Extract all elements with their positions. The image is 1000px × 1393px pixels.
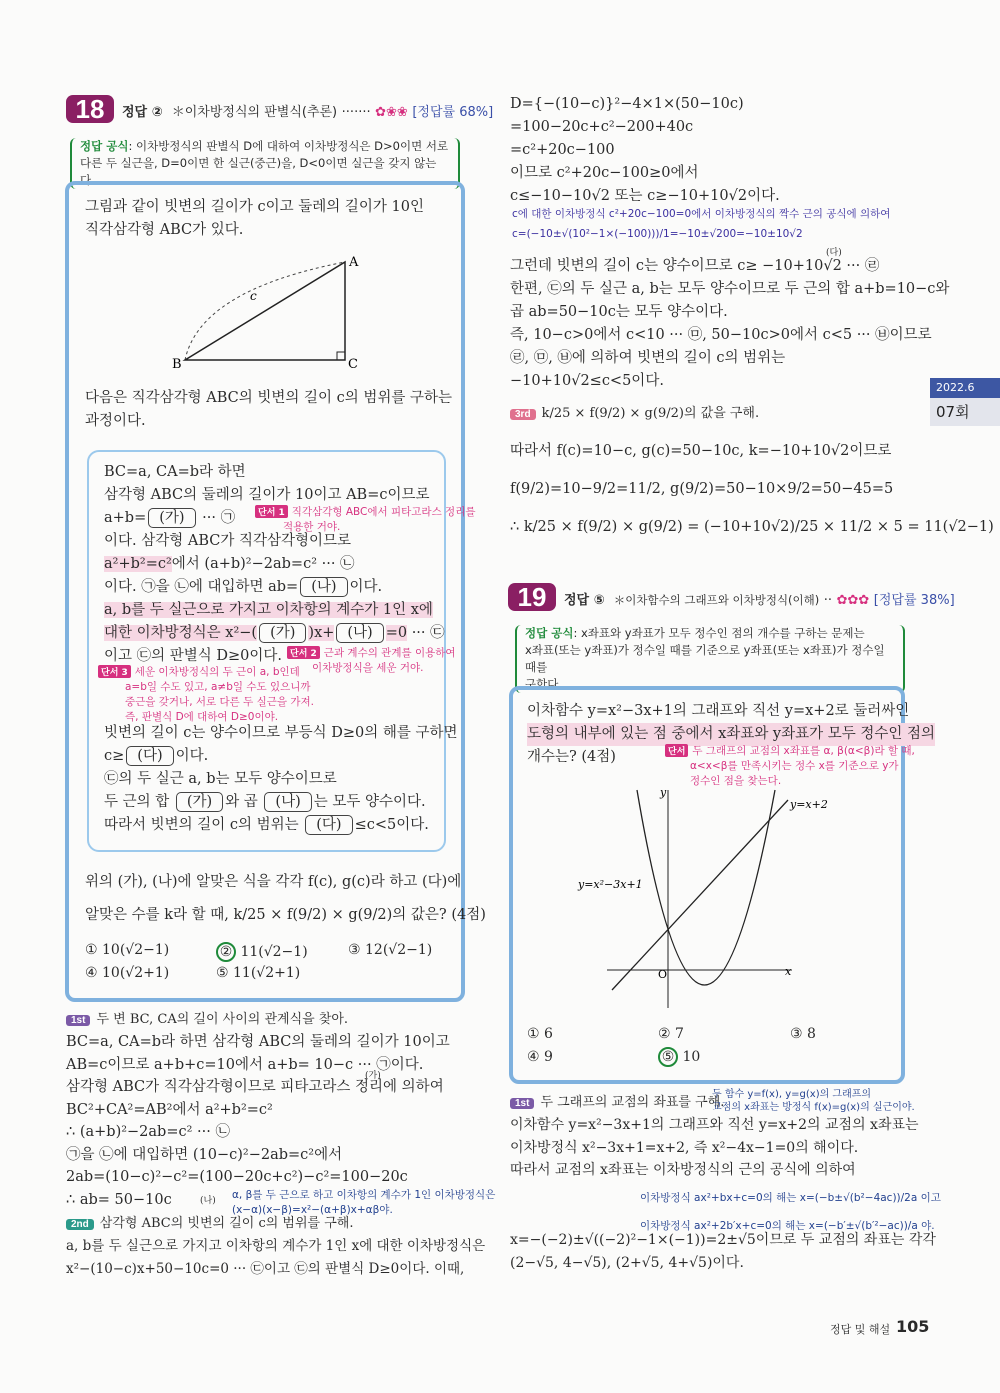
text: 따라서 빗변의 길이 c의 범위는 — [104, 817, 304, 833]
q19-header — [564, 589, 955, 608]
hint-line: 근과 계수의 관계를 이용하여 — [323, 647, 456, 659]
question-number-18: 18 — [66, 95, 114, 123]
text-line — [66, 1054, 450, 1077]
text-line — [510, 301, 949, 324]
text: 알맞은 수를 k라 할 때, k/25 × f(9/2) × g(9/2)의 값은? (4점) — [85, 907, 486, 923]
q18-rate: [정답률 68%] — [412, 105, 494, 120]
text-line — [66, 1076, 450, 1099]
side-tab-round[interactable]: 07회 — [930, 398, 1000, 426]
note-line: c=(−10±√(10²−1×(−100)))/1=−10±√200=−10±10√2 — [512, 228, 803, 240]
text-line — [104, 461, 445, 484]
text: 는 모두 양수이다. — [313, 794, 426, 810]
text: 직각삼각형 ABC가 있다. — [85, 222, 244, 238]
blank-box: (다) — [305, 815, 352, 835]
text-line — [104, 745, 458, 768]
text: ∴ k/25 × f(9/2) × g(9/2) = (−10+10√2)/25 × 11/2 × 5 = 11(√2−1) — [510, 519, 994, 535]
choice-2-text: 11(√2−1) — [236, 944, 308, 960]
choice-5-text: 10 — [678, 1049, 701, 1065]
text-line — [66, 1258, 485, 1281]
text: 이고 ㉢의 판별식 D≥0이다. — [104, 648, 282, 664]
text: ㉢의 두 실근 a, b는 모두 양수이므로 — [104, 771, 337, 787]
right-note — [512, 207, 890, 246]
text: 이다. 삼각형 ABC가 직각삼각형이므로 — [104, 533, 352, 549]
label-ga: (가) — [365, 1071, 381, 1081]
text-line — [510, 185, 780, 208]
text-line — [66, 1031, 450, 1054]
q19-topic: ＊이차함수의 그래프와 이차방정식(이해) — [613, 593, 820, 607]
text-line — [510, 470, 994, 508]
q18-lead — [85, 387, 452, 433]
blank-box: (다) — [126, 746, 173, 766]
text: BC²+CA²=AB²에서 a²+b²=c² — [66, 1101, 273, 1118]
text: 2ab=(10−c)²−c²=(100−20c+c²)−c²=100−20c — [66, 1169, 408, 1185]
step-tag: 2nd — [66, 1219, 94, 1230]
text-line — [510, 162, 780, 185]
side-tab-date: 2022.6 — [930, 378, 1000, 398]
formula-label: 정답 공식 — [80, 139, 129, 153]
side-c-label: c — [250, 289, 257, 303]
highlight: =0 — [385, 625, 408, 641]
text: D={−(10−c)}²−4×1×(50−10c) — [510, 96, 744, 112]
step-text: 두 그래프의 교점의 좌표를 구해. — [540, 1095, 725, 1110]
text: ··· ㉢ — [407, 625, 445, 641]
text-line — [510, 370, 949, 393]
q19-answer: 정답 ⑤ — [564, 593, 605, 608]
problem-line: 이차함수 y=x²−3x+1의 그래프와 직선 y=x+2로 둘러싸인 — [527, 703, 910, 719]
difficulty-stars: ✿✿✿ — [836, 593, 870, 608]
text: 이다. — [349, 579, 383, 595]
vertex-C: C — [348, 357, 358, 372]
formula-line: 구한다. — [525, 677, 562, 691]
formula-label: 정답 공식 — [525, 626, 574, 640]
right-angle-mark — [337, 352, 345, 360]
hint-tag: 단서 2 — [287, 646, 320, 659]
solution-lines-2 — [66, 1235, 485, 1281]
text: 두 근의 합 — [104, 794, 174, 810]
step-2nd — [66, 1212, 354, 1235]
highlight: a²+b²=c² — [104, 556, 172, 572]
text-line — [510, 508, 994, 546]
text-line — [510, 1114, 919, 1137]
step-tag: 3rd — [510, 409, 536, 420]
note-line: α, β를 두 근으로 하고 이차항의 계수가 1인 이차방정식은 — [232, 1189, 496, 1201]
text-line — [66, 1235, 485, 1258]
footer-label: 정답 및 해설 — [830, 1323, 891, 1336]
text-line — [85, 219, 424, 242]
problem-line: 개수는? (4점) — [527, 749, 616, 765]
hint-line: 세운 이차방정식의 두 근이 a, b인데 — [134, 666, 300, 678]
blank-box: (나) — [300, 577, 347, 597]
formula-line: x좌표와 y좌표가 모두 정수인 점의 개수를 구하는 문제는 — [580, 626, 865, 640]
text: 따라서 f(c)=10−c, g(c)=50−10c, k=−10+10√2이므로 — [510, 443, 892, 459]
text-line — [104, 722, 458, 745]
text: 이다. ㉠을 ㉡에 대입하면 ab= — [104, 579, 299, 595]
text-line — [104, 599, 445, 622]
text-line — [104, 576, 445, 599]
choice-4[interactable]: ④ 10(√2+1) — [85, 965, 170, 981]
text: 에서 (a+b)²−2ab=c² ··· ㉡ — [171, 556, 355, 572]
q18-question — [85, 866, 486, 932]
blank-box: (나) — [264, 792, 311, 812]
text: 즉, 10−c>0에서 c<10 ··· ㉤, 50−10c>0에서 c<5 ··· ㉥이므로 — [510, 327, 932, 343]
text-line — [104, 553, 445, 576]
text: 곱 ab=50−10c는 모두 양수이다. — [510, 304, 728, 320]
blank-box: (가) — [148, 508, 195, 528]
q19-rate: [정답률 38%] — [873, 593, 955, 608]
text: a+b= — [104, 510, 147, 526]
right-lines-1 — [510, 93, 780, 208]
triangle — [185, 262, 345, 360]
step-text: 두 변 BC, CA의 길이 사이의 관계식을 찾아. — [96, 1012, 349, 1027]
text: ··· ㉠ — [197, 510, 236, 526]
text: ㉠을 ㉡에 대입하면 (10−c)²−2ab=c²에서 — [66, 1146, 343, 1163]
text: (2−√5, 4−√5), (2+√5, 4+√5)이다. — [510, 1255, 744, 1271]
step-1st — [510, 1091, 724, 1114]
line-label: y=x+2 — [790, 798, 828, 811]
right-lines-3 — [510, 432, 994, 546]
q18-intro — [85, 196, 424, 242]
text-line — [85, 196, 424, 219]
text: ∴ (a+b)²−2ab=c² ··· ㉡ — [66, 1124, 230, 1140]
text: x=−(−2)±√((−2)²−1×(−1))=2±√5이므로 두 교점의 좌표는 각각 — [510, 1232, 936, 1248]
triangle-figure — [140, 250, 380, 380]
choice-1[interactable]: ① 10(√2−1) — [85, 942, 170, 958]
text: 빗변의 길이 c는 양수이므로 부등식 D≥0의 해를 구하면 — [104, 725, 458, 741]
text-line — [66, 1121, 450, 1144]
hint-line: a=b일 수도 있고, a≠b일 수도 있으니까 — [125, 681, 311, 693]
text: c≥ — [104, 748, 125, 764]
step-tag: 1st — [66, 1015, 90, 1026]
text-line — [510, 432, 994, 470]
text: x²−(10−c)x+50−10c=0 ··· ㉢이고 ㉢의 판별식 D≥0이다. 이때, — [66, 1261, 465, 1277]
text-line — [104, 791, 458, 814]
step-1st — [66, 1008, 348, 1031]
hint-3 — [98, 665, 314, 725]
text-line — [85, 866, 486, 899]
text-line — [104, 814, 458, 837]
choice-4[interactable]: ④ 9 — [527, 1049, 553, 1065]
text: 따라서 교점의 x좌표는 이차방정식의 근의 공식에 의하여 — [510, 1162, 856, 1178]
label-da: (다) — [826, 248, 842, 258]
highlight: )x+ — [308, 625, 335, 641]
text-line — [510, 139, 780, 162]
note-line: 두 함수 y=f(x), y=g(x)의 그래프의 — [712, 1089, 872, 1100]
vertex-B: B — [172, 357, 182, 372]
hint-1 — [255, 505, 476, 535]
text-line — [66, 1166, 450, 1189]
text-line — [510, 1137, 919, 1160]
text: 이다. — [175, 748, 209, 764]
blank-box: (나) — [336, 623, 383, 643]
choice-2[interactable] — [216, 942, 308, 962]
text-line — [85, 899, 486, 932]
right-lines-2 — [510, 255, 949, 393]
highlight: a, b를 두 실근으로 가지고 이차항의 계수가 1인 x에 — [104, 602, 433, 618]
note-line: 이차방정식 ax²+2b′x+c=0의 해는 x=(−b′±√(b′²−ac))/a 야. — [640, 1220, 935, 1232]
hint-line: 두 그래프의 교점의 x좌표를 α, β(α<β)라 할 때, — [692, 745, 915, 757]
proof-lines-2 — [104, 722, 458, 837]
q19-solution-lines-1 — [510, 1114, 919, 1182]
text: 한편, ㉢의 두 실근 a, b는 모두 양수이므로 두 근의 합 a+b=10−c와 — [510, 281, 950, 297]
note-line: (x−α)(x−β)=x²−(α+β)x+αβ야. — [232, 1204, 393, 1216]
text: 이차함수 y=x²−3x+1의 그래프와 직선 y=x+2의 교점의 x좌표는 — [510, 1117, 919, 1133]
text: c≤−10−10√2 또는 c≥−10+10√2이다. — [510, 188, 780, 204]
text: 이므로 c²+20c−100≥0에서 — [510, 165, 699, 181]
answer-circle-mark: ⑤ — [658, 1047, 678, 1067]
text-line — [104, 768, 458, 791]
hint-line: 중근을 갖거나, 서로 다른 두 실근을 가져. — [125, 696, 314, 708]
hint-tag: 단서 1 — [255, 505, 288, 518]
text: 삼각형 ABC가 직각삼각형이므로 피타고라스 정리에 의하여 — [66, 1079, 444, 1095]
text: 삼각형 ABC의 둘레의 길이가 10이고 AB=c이므로 — [104, 487, 430, 503]
text: =100−20c+c²−200+40c — [510, 119, 694, 135]
hint-line: 정수인 점을 찾는다. — [690, 775, 782, 787]
q18-formula-box: 정답 공식: 이차방정식의 판별식 D에 대하여 이차방정식은 D>0이면 서로 다른 두 실근을, D=0이면 한 실근(중근)을, D<0이면 실근을 갖지 않는다. — [70, 138, 460, 189]
text-line — [510, 116, 780, 139]
text-line — [510, 93, 780, 116]
question-number-19: 19 — [508, 583, 556, 611]
x-axis-label: x — [785, 965, 792, 978]
hint-tag: 단서 — [665, 744, 688, 757]
q18-topic: ＊이차방정식의 판별식(추론) — [171, 105, 338, 120]
hint-line: 이차방정식을 세운 거야. — [312, 662, 424, 674]
text-line — [104, 622, 445, 645]
hint-line: α<x<β를 만족시키는 정수 x를 기준으로 y가 — [690, 760, 899, 772]
formula-line: 다른 두 실근을, D=0이면 한 실근(중근)을, D<0이면 실근을 갖지 않는다. — [80, 156, 437, 187]
vertex-A: A — [349, 255, 359, 270]
step-text: 삼각형 ABC의 빗변의 길이 c의 범위를 구해. — [99, 1216, 354, 1231]
text: 이차방정식 x²−3x+1=x+2, 즉 x²−4x−1=0의 해이다. — [510, 1139, 859, 1156]
choice-2[interactable]: ② 7 — [658, 1026, 684, 1042]
choice-3[interactable]: ③ 12(√2−1) — [348, 942, 433, 958]
step-tag: 1st — [510, 1098, 534, 1109]
note-line: 교점의 x좌표는 방정식 f(x)=g(x)의 실근이야. — [712, 1102, 915, 1113]
text: ㉣, ㉤, ㉥에 의하여 빗변의 길이 c의 범위는 — [510, 350, 786, 366]
text-line — [104, 484, 445, 507]
text: BC=a, CA=b라 하면 — [104, 464, 246, 480]
highlight: 대한 이차방정식은 x²−( — [104, 625, 258, 641]
text: 그런데 빗변의 길이 c는 양수이므로 c≥ −10+10√2 ··· ㉣ — [510, 258, 880, 274]
text-line — [510, 255, 949, 278]
text-line — [510, 324, 949, 347]
text: a, b를 두 실근으로 가지고 이차항의 계수가 1인 x에 대한 이차방정식은 — [66, 1238, 486, 1254]
text: 와 곱 — [225, 794, 263, 810]
hint-line: 직각삼각형 ABC에서 피타고라스 정리를 — [291, 506, 476, 518]
step-3rd — [510, 402, 759, 425]
hint-line: 즉, 판별식 D에 대하여 D≥0이야. — [125, 711, 279, 723]
q19-formula-box: 정답 공식: x좌표와 y좌표가 모두 정수인 점의 개수를 구하는 문제는 x좌표(또는 y좌표)가 정수일 때를 기준으로 y좌표(또는 x좌표)가 정수일 때를 구한다. — [515, 625, 905, 693]
formula-line: x좌표(또는 y좌표)가 정수일 때를 기준으로 y좌표(또는 x좌표)가 정수일 때를 — [525, 643, 885, 674]
origin-label: O — [658, 968, 668, 981]
text: 그림과 같이 빗변의 길이가 c이고 둘레의 길이가 10인 — [85, 199, 424, 215]
problem-line: 도형의 내부에 있는 점 중에서 x좌표와 y좌표가 모두 정수인 점의 — [527, 723, 935, 746]
text-line — [510, 278, 949, 301]
text: AB=c이므로 a+b+c=10에서 a+b= 10−c ··· ㉠이다. — [66, 1056, 424, 1073]
text: −10+10√2≤c<5이다. — [510, 373, 664, 389]
answer-circle-mark: ② — [216, 942, 236, 962]
text: =c²+20c−100 — [510, 142, 615, 158]
text-line — [66, 1144, 450, 1167]
hint-tag: 단서 3 — [98, 665, 131, 678]
parabola-label: y=x²−3x+1 — [578, 878, 643, 891]
solution-lines-1 — [66, 1031, 450, 1211]
hint-line: 적용한 거야. — [283, 521, 341, 533]
text-line — [85, 410, 452, 433]
text-line — [510, 1229, 936, 1252]
q19-solution-lines-2 — [510, 1229, 936, 1275]
text: ≤c<5이다. — [354, 817, 429, 833]
formula-line: 이차방정식의 판별식 D에 대하여 이차방정식은 D>0이면 서로 — [135, 139, 449, 153]
step-text: k/25 × f(9/2) × g(9/2)의 값을 구해. — [541, 406, 760, 421]
text: 위의 (가), (나)에 알맞은 식을 각각 f(c), g(c)라 하고 (다)에 — [85, 874, 462, 890]
choice-1[interactable]: ① 6 — [527, 1026, 553, 1042]
q19-graph — [570, 780, 830, 1015]
parabola-curve — [637, 790, 775, 985]
choice-5[interactable]: ⑤ 11(√2+1) — [216, 965, 301, 981]
page-number: 105 — [896, 1317, 930, 1336]
blank-box: (가) — [259, 623, 306, 643]
text: 과정이다. — [85, 413, 146, 429]
q19-dots: ·· — [823, 593, 833, 608]
text-line — [510, 1159, 919, 1182]
text-line — [85, 387, 452, 410]
choice-3[interactable]: ③ 8 — [790, 1026, 816, 1042]
difficulty-stars: ✿❀❀ — [375, 105, 408, 120]
text: 다음은 직각삼각형 ABC의 빗변의 길이 c의 범위를 구하는 — [85, 390, 453, 406]
proof-lines — [104, 461, 445, 668]
note-line: 이차방정식 ax²+bx+c=0의 해는 x=(−b±√(b²−4ac))/2a 이고 — [640, 1192, 941, 1204]
q19-side-note — [712, 1088, 915, 1114]
q18-answer: 정답 ② — [122, 105, 163, 120]
q18-header — [122, 101, 493, 120]
blank-box: (가) — [176, 792, 223, 812]
note-line: c에 대한 이차방정식 c²+20c−100=0에서 이차방정식의 짝수 근의 공식에 의하여 — [512, 208, 891, 220]
text: BC=a, CA=b라 하면 삼각형 ABC의 둘레의 길이가 10이고 — [66, 1034, 450, 1050]
text: f(9/2)=10−9/2=11/2, g(9/2)=50−10×9/2=50−45=5 — [510, 481, 894, 497]
text: ∴ ab= 50−10c — [66, 1191, 172, 1208]
text-line — [510, 347, 949, 370]
y-axis-label: y — [660, 786, 667, 799]
label-na: (나) — [200, 1196, 216, 1206]
text-line — [66, 1099, 450, 1122]
line-graph — [612, 800, 788, 990]
choice-5[interactable] — [658, 1047, 700, 1067]
text-line — [510, 1252, 936, 1275]
q18-dots: ······· — [341, 105, 371, 120]
